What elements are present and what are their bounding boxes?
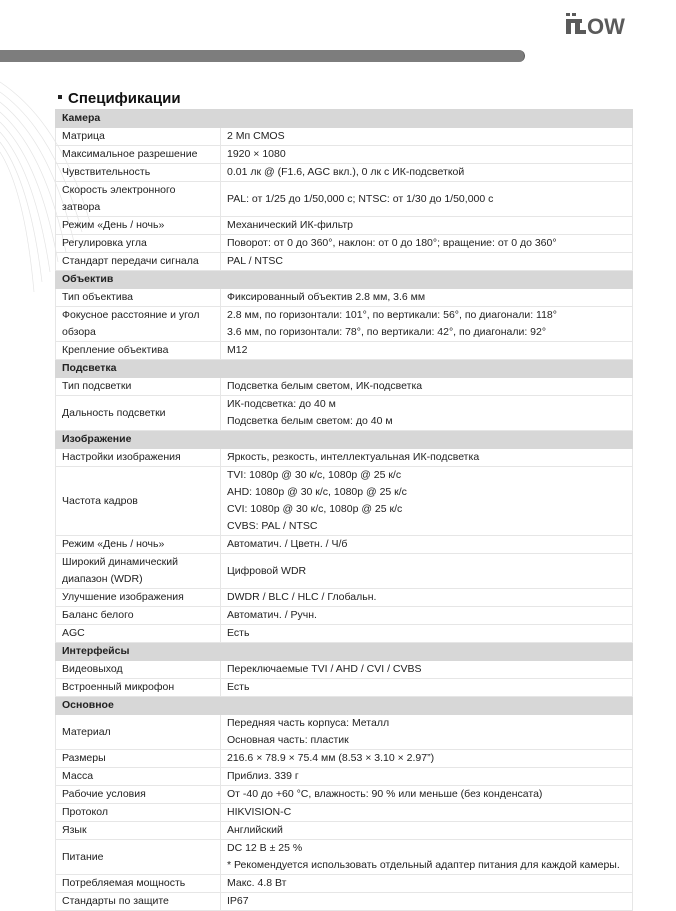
spec-key: Режим «День / ночь» <box>56 217 221 235</box>
spec-row <box>56 235 633 253</box>
section-title: Объектив <box>56 271 633 289</box>
spec-value-line: 216.6 × 78.9 × 75.4 мм (8.53 × 3.10 × 2.97”) <box>227 752 435 764</box>
spec-value <box>221 625 633 643</box>
page-title <box>58 90 181 107</box>
logo-text: OW <box>587 14 625 38</box>
spec-key: Видеовыход <box>56 661 221 679</box>
spec-value <box>221 804 633 822</box>
spec-value <box>221 342 633 360</box>
spec-value-line: Яркость, резкость, интеллектуальная ИК-подсветка <box>227 451 480 463</box>
spec-value-line: PAL / NTSC <box>227 255 284 267</box>
spec-value <box>221 661 633 679</box>
spec-value-line: DWDR / BLC / HLC / Глобальн. <box>227 591 377 603</box>
spec-value-line: Поворот: от 0 до 360°, наклон: от 0 до 180°; вращение: от 0 до 360° <box>227 237 557 249</box>
spec-key: Стандарт передачи сигнала <box>56 253 221 271</box>
spec-value-line: Автоматич. / Цветн. / Ч/б <box>227 538 348 550</box>
spec-value-line: CVI: 1080p @ 30 к/с, 1080p @ 25 к/с <box>227 503 403 515</box>
section-header <box>56 431 633 449</box>
spec-value <box>221 449 633 467</box>
spec-key: Баланс белого <box>56 607 221 625</box>
spec-value-line: 2.8 мм, по горизонтали: 101°, по вертикали: 56°, по диагонали: 118° <box>227 309 557 321</box>
spec-value-line: Есть <box>227 681 250 693</box>
spec-value <box>221 467 633 536</box>
spec-value <box>221 715 633 750</box>
spec-key: Широкий динамический диапазон (WDR) <box>56 554 221 589</box>
spec-key: AGC <box>56 625 221 643</box>
spec-value-line: DC 12 В ± 25 % <box>227 842 303 854</box>
spec-value <box>221 378 633 396</box>
spec-value-line: PAL: от 1/25 до 1/50,000 с; NTSC: от 1/30 до 1/50,000 с <box>227 192 494 205</box>
spec-value-line: AHD: 1080p @ 30 к/с, 1080p @ 25 к/с <box>227 486 407 498</box>
spec-value-line: Приблиз. 339 г <box>227 770 299 782</box>
spec-value-line: Фиксированный объектив 2.8 мм, 3.6 мм <box>227 291 426 303</box>
spec-value <box>221 164 633 182</box>
spec-value-line: Английский <box>227 824 283 836</box>
spec-value-line: 0.01 лк @ (F1.6, AGC вкл.), 0 лк с ИК-подсветкой <box>227 166 465 178</box>
spec-value-line: Основная часть: пластик <box>227 734 349 746</box>
spec-row <box>56 893 633 911</box>
spec-key: Материал <box>56 715 221 750</box>
spec-key: Настройки изображения <box>56 449 221 467</box>
page-title-text: Спецификации <box>68 90 181 107</box>
spec-value <box>221 182 633 217</box>
spec-key: Питание <box>56 840 221 875</box>
spec-value-line: Цифровой WDR <box>227 564 307 577</box>
spec-row <box>56 396 633 431</box>
spec-key: Масса <box>56 768 221 786</box>
header-bar <box>0 50 525 62</box>
spec-value <box>221 128 633 146</box>
spec-value <box>221 875 633 893</box>
spec-value-line: M12 <box>227 344 248 356</box>
spec-value-line: Передняя часть корпуса: Металл <box>227 717 390 729</box>
spec-value-line: IP67 <box>227 895 249 907</box>
spec-row <box>56 164 633 182</box>
spec-value <box>221 768 633 786</box>
spec-value-line: Макс. 4.8 Вт <box>227 877 287 889</box>
spec-row <box>56 307 633 342</box>
spec-row <box>56 750 633 768</box>
spec-key: Дальность подсветки <box>56 396 221 431</box>
spec-row <box>56 804 633 822</box>
spec-key: Скорость электронного затвора <box>56 182 221 217</box>
spec-value-line: Автоматич. / Ручн. <box>227 609 317 621</box>
spec-row <box>56 536 633 554</box>
spec-value <box>221 396 633 431</box>
spec-value-line: От -40 до +60 °C, влажность: 90 % или меньше (без конденсата) <box>227 788 543 800</box>
spec-row <box>56 768 633 786</box>
section-header <box>56 360 633 378</box>
spec-row <box>56 217 633 235</box>
spec-row <box>56 679 633 697</box>
section-header <box>56 697 633 715</box>
spec-value <box>221 554 633 589</box>
spec-key: Чувствительность <box>56 164 221 182</box>
spec-value-line: ИК-подсветка: до 40 м <box>227 398 336 410</box>
spec-row <box>56 467 633 536</box>
spec-row <box>56 253 633 271</box>
spec-row <box>56 554 633 589</box>
spec-key: Потребляемая мощность <box>56 875 221 893</box>
spec-value-line: TVI: 1080p @ 30 к/с, 1080p @ 25 к/с <box>227 469 402 481</box>
spec-value <box>221 679 633 697</box>
spec-key: Режим «День / ночь» <box>56 536 221 554</box>
spec-row <box>56 840 633 875</box>
spec-row <box>56 342 633 360</box>
spec-value <box>221 893 633 911</box>
spec-value-line: Механический ИК-фильтр <box>227 219 353 231</box>
spec-key: Фокусное расстояние и угол обзора <box>56 307 221 342</box>
spec-value-line: * Рекомендуется использовать отдельный адаптер питания для каждой камеры. <box>227 859 620 871</box>
spec-row <box>56 715 633 750</box>
spec-row <box>56 625 633 643</box>
spec-row <box>56 146 633 164</box>
spec-value <box>221 235 633 253</box>
spec-key: Максимальное разрешение <box>56 146 221 164</box>
spec-value <box>221 589 633 607</box>
section-title: Основное <box>56 697 633 715</box>
spec-row <box>56 661 633 679</box>
spec-key: Рабочие условия <box>56 786 221 804</box>
spec-key: Стандарты по защите <box>56 893 221 911</box>
section-title: Подсветка <box>56 360 633 378</box>
section-title: Камера <box>56 110 633 128</box>
flow-logo <box>566 10 646 38</box>
spec-value <box>221 786 633 804</box>
spec-value <box>221 750 633 768</box>
spec-row <box>56 128 633 146</box>
spec-key: Регулировка угла <box>56 235 221 253</box>
section-header <box>56 643 633 661</box>
spec-value <box>221 217 633 235</box>
bullet-icon <box>58 95 62 99</box>
spec-value-line: 1920 × 1080 <box>227 148 286 160</box>
spec-value-line: Есть <box>227 627 250 639</box>
spec-value-line: 2 Мп CMOS <box>227 130 285 142</box>
spec-row <box>56 875 633 893</box>
section-title: Изображение <box>56 431 633 449</box>
specifications-table <box>55 109 633 911</box>
spec-value <box>221 146 633 164</box>
spec-value-line: Переключаемые TVI / AHD / CVI / CVBS <box>227 663 422 675</box>
spec-key: Протокол <box>56 804 221 822</box>
spec-key: Тип подсветки <box>56 378 221 396</box>
spec-value <box>221 289 633 307</box>
spec-row <box>56 182 633 217</box>
spec-row <box>56 822 633 840</box>
spec-value-line: Подсветка белым светом, ИК-подсветка <box>227 380 423 392</box>
section-header <box>56 271 633 289</box>
spec-value <box>221 822 633 840</box>
spec-row <box>56 607 633 625</box>
spec-value <box>221 253 633 271</box>
spec-key: Частота кадров <box>56 467 221 536</box>
spec-value-line: Подсветка белым светом: до 40 м <box>227 415 393 427</box>
spec-value <box>221 307 633 342</box>
section-title: Интерфейсы <box>56 643 633 661</box>
spec-key: Матрица <box>56 128 221 146</box>
spec-row <box>56 378 633 396</box>
spec-value <box>221 840 633 875</box>
spec-row <box>56 289 633 307</box>
spec-key: Крепление объектива <box>56 342 221 360</box>
spec-value-line: 3.6 мм, по горизонтали: 78°, по вертикали: 42°, по диагонали: 92° <box>227 326 547 338</box>
spec-row <box>56 589 633 607</box>
section-header <box>56 110 633 128</box>
spec-key: Улучшение изображения <box>56 589 221 607</box>
spec-key: Размеры <box>56 750 221 768</box>
spec-key: Язык <box>56 822 221 840</box>
spec-row <box>56 786 633 804</box>
spec-key: Встроенный микрофон <box>56 679 221 697</box>
spec-key: Тип объектива <box>56 289 221 307</box>
spec-row <box>56 449 633 467</box>
spec-value <box>221 607 633 625</box>
spec-value-line: CVBS: PAL / NTSC <box>227 520 318 532</box>
spec-value <box>221 536 633 554</box>
spec-value-line: HIKVISION-C <box>227 806 292 818</box>
